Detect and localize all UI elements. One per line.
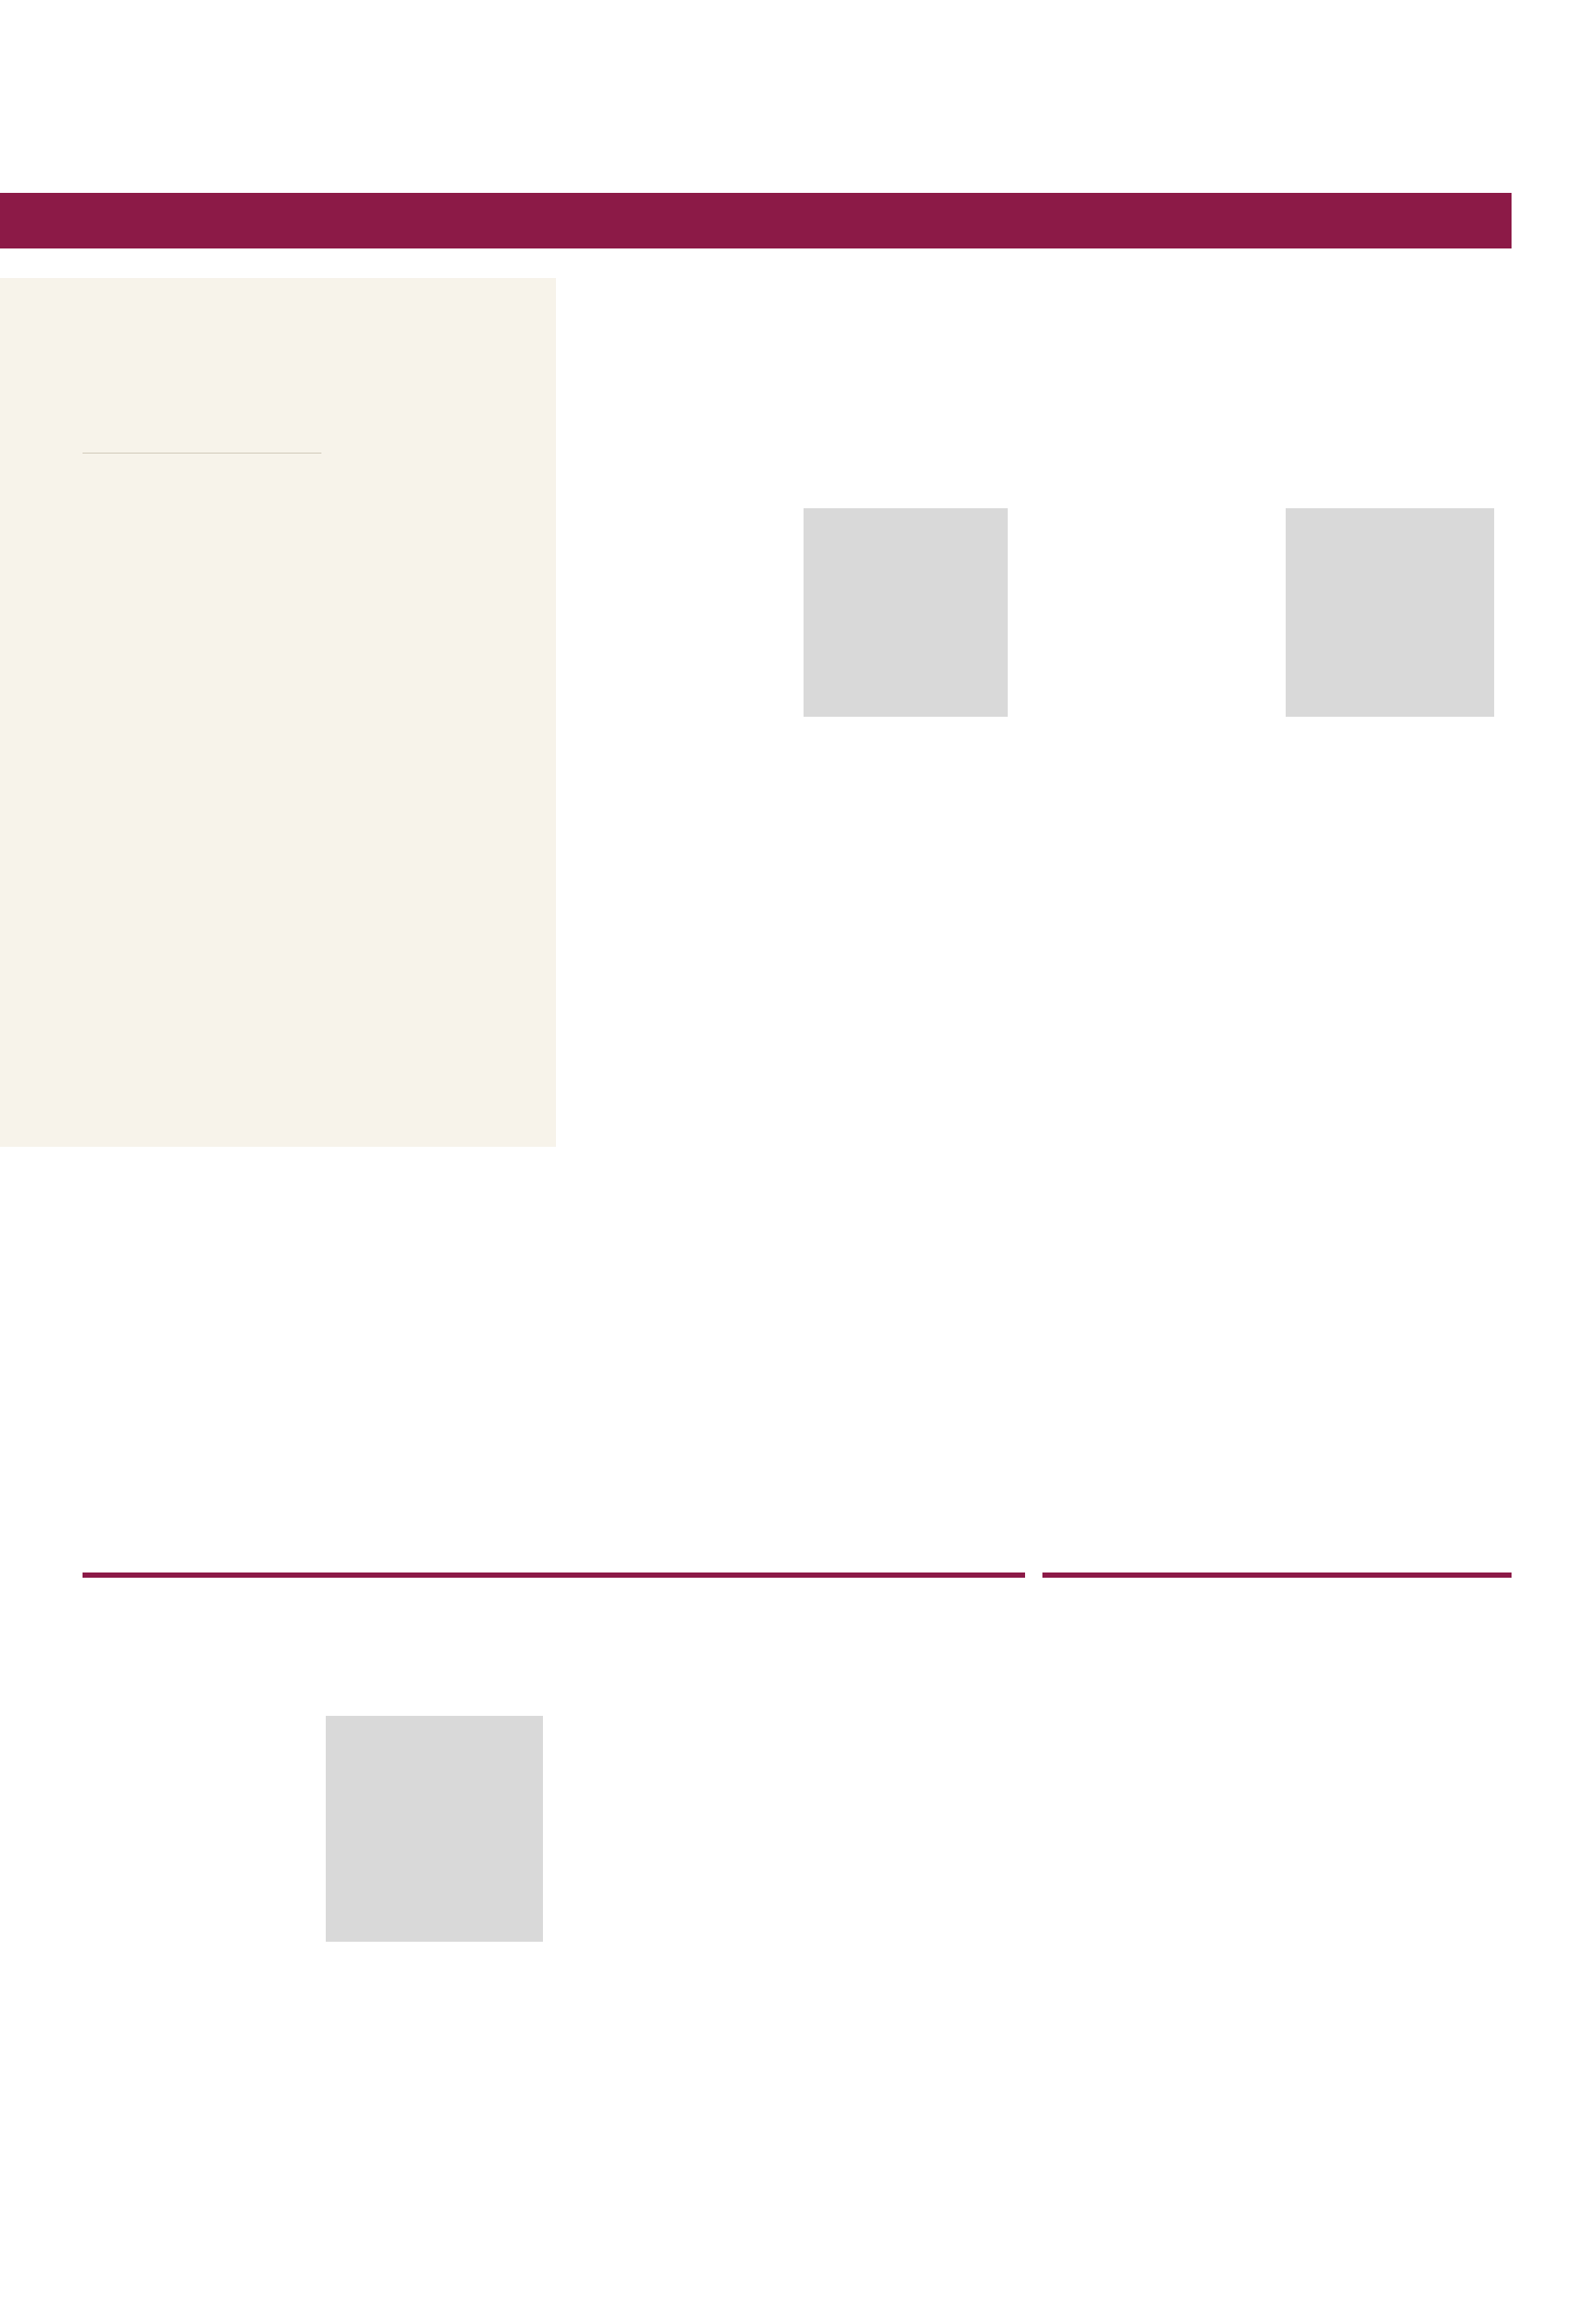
article-3 bbox=[83, 1599, 1025, 1628]
masthead bbox=[83, 139, 1507, 182]
infographic-table bbox=[83, 426, 321, 454]
article-4 bbox=[1042, 1599, 1512, 1628]
article-1-body bbox=[560, 639, 1029, 1551]
infographic bbox=[0, 278, 556, 1147]
table-header bbox=[83, 426, 321, 454]
article-2 bbox=[1042, 278, 1512, 313]
article-3-body bbox=[83, 1842, 1025, 2259]
section-band bbox=[0, 193, 1512, 248]
article-1 bbox=[560, 278, 1029, 313]
carryover-body bbox=[83, 1164, 552, 1546]
section-rule-left bbox=[83, 1573, 1025, 1578]
article-2-body bbox=[1042, 639, 1512, 1551]
section-rule-right bbox=[1042, 1573, 1512, 1578]
article-4-body bbox=[1042, 1842, 1512, 2259]
